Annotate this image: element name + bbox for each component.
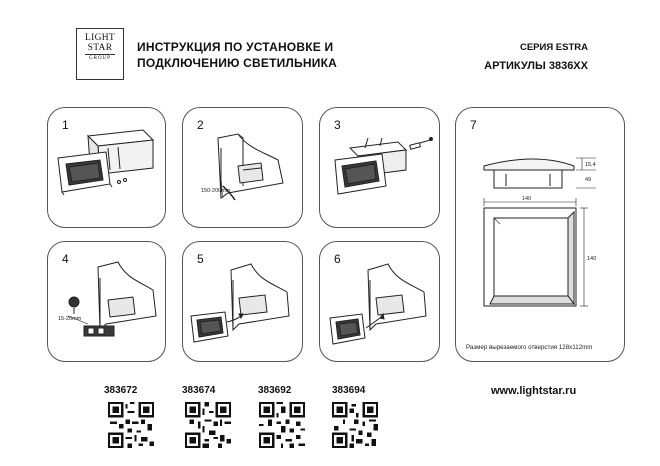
step-panel-5	[182, 241, 303, 362]
qr-code[interactable]	[259, 402, 305, 448]
article-number: 383674	[182, 385, 216, 396]
series-block	[480, 39, 588, 75]
step-number: 2	[197, 118, 204, 132]
article-number: 383692	[258, 385, 292, 396]
title-line-2: ПОДКЛЮЧЕНИЮ СВЕТИЛЬНИКА	[137, 56, 337, 70]
step-4-illustration	[48, 242, 167, 363]
qr-code[interactable]	[332, 402, 378, 448]
step-number: 7	[470, 118, 477, 132]
step-panel-6	[319, 241, 440, 362]
step-2-illustration	[183, 108, 304, 229]
brand-logo	[76, 28, 124, 80]
dim-width: 140	[522, 196, 532, 202]
article-number: 383672	[104, 385, 138, 396]
qr-code[interactable]	[185, 402, 231, 448]
website-link[interactable]: www.lightstar.ru	[491, 385, 577, 397]
step-3-illustration	[320, 108, 441, 229]
logo-line-2: STAR	[87, 43, 113, 53]
step-panel-1	[47, 107, 166, 228]
title-line-1: ИНСТРУКЦИЯ ПО УСТАНОВКЕ И	[137, 40, 334, 54]
step-6-illustration	[320, 242, 441, 363]
step-number: 6	[334, 252, 341, 266]
step-panel-7-dimensions	[455, 107, 625, 362]
step-number: 3	[334, 118, 341, 132]
step-number: 1	[62, 118, 69, 132]
step-number: 4	[62, 252, 69, 266]
step-number: 5	[197, 252, 204, 266]
document-title	[137, 39, 337, 71]
dimension-drawing	[456, 108, 626, 363]
dim-height: 140	[587, 256, 597, 262]
article-range: АРТИКУЛЫ 3836ХХ	[484, 60, 588, 72]
step-panel-4	[47, 241, 166, 362]
dim-height-top: 15,4	[585, 162, 596, 168]
dimension-annotation: 15-20mm	[58, 316, 82, 322]
step-panel-2	[182, 107, 303, 228]
step-1-illustration	[48, 108, 167, 229]
qr-code[interactable]	[108, 402, 154, 448]
dim-depth: 49	[585, 177, 592, 183]
step-5-illustration	[183, 242, 304, 363]
dimension-annotation: 150-200mm	[201, 188, 231, 194]
cutout-caption: Размер вырезаемого отверстия 128х112mm	[466, 344, 593, 351]
article-number: 383694	[332, 385, 366, 396]
logo-sub: GROUP	[85, 54, 115, 62]
step-panel-3	[319, 107, 440, 228]
series-name: СЕРИЯ ESTRA	[519, 42, 588, 53]
logo-line-1: LIGHT	[85, 33, 115, 43]
